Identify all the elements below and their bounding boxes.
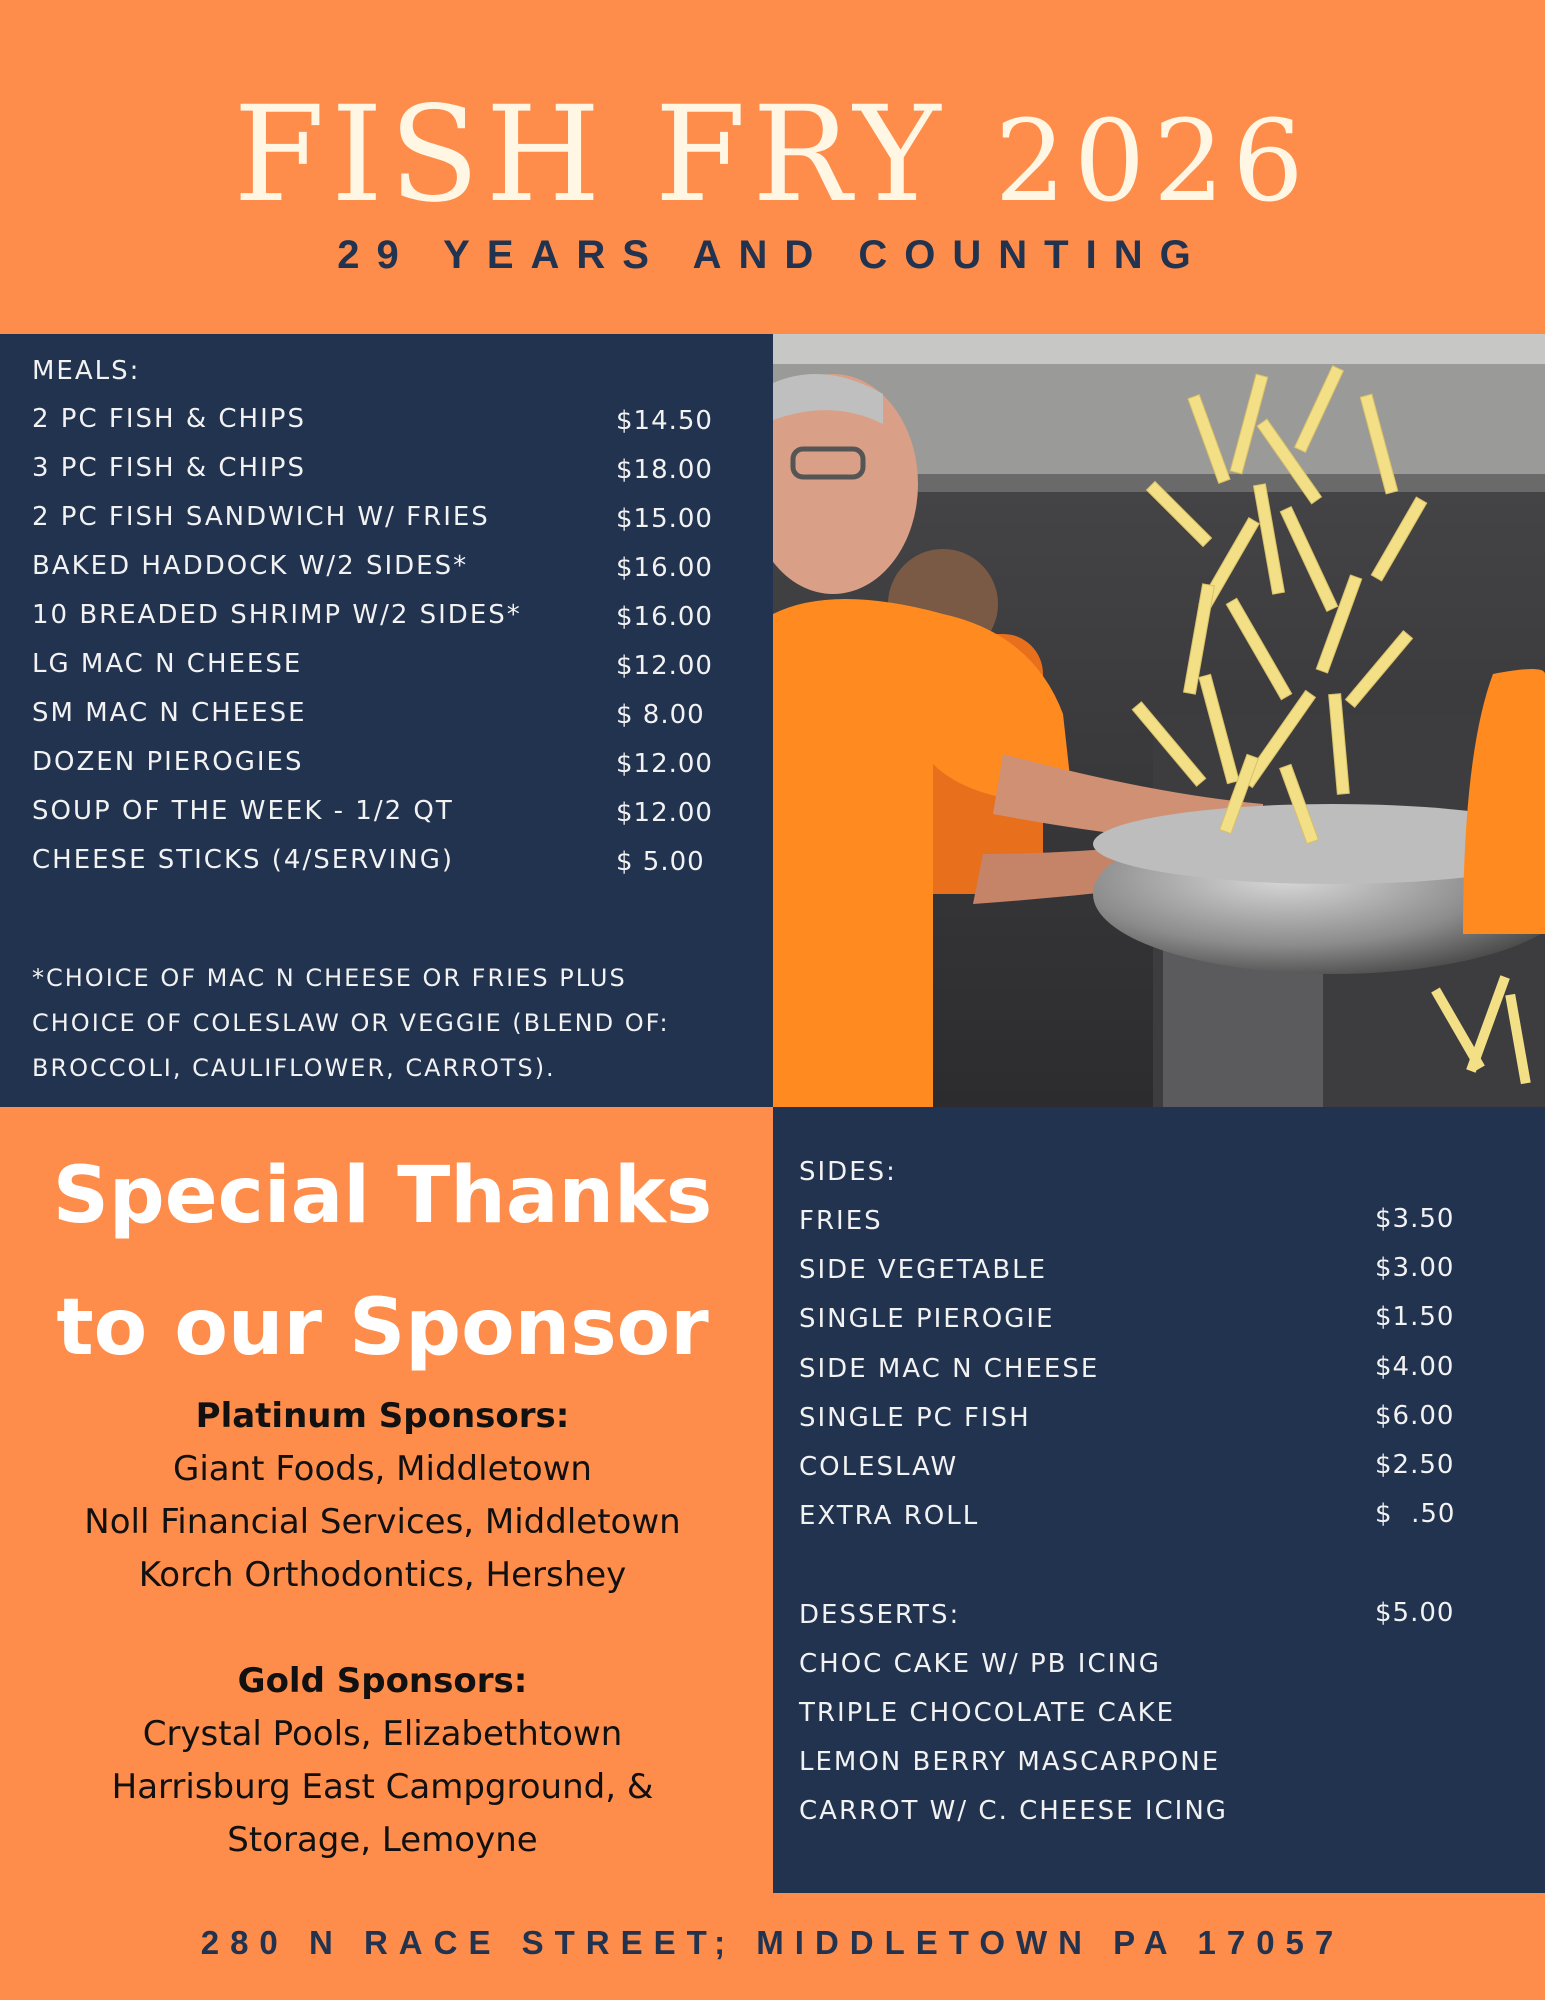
volunteer-fries-photo [773,334,1545,1107]
meal-item-name: LG MAC N CHEESE [32,649,303,679]
page-subtitle: 29 YEARS AND COUNTING [337,233,1208,277]
side-item-price: $6.00 [1375,1401,1455,1431]
dessert-item: LEMON BERRY MASCARPONE [799,1747,1221,1777]
address-footer: 280 N RACE STREET; MIDDLETOWN PA 17057 [200,1924,1345,1961]
meal-item-price: $ 8.00 [616,700,705,730]
gold-sponsors [0,1655,765,1867]
meal-item-name: CHEESE STICKS (4/SERVING) [32,845,454,875]
side-item-price: $ .50 [1375,1499,1456,1529]
dessert-item: TRIPLE CHOCOLATE CAKE [799,1698,1176,1728]
meal-item-price: $12.00 [616,749,713,779]
platinum-heading: Platinum Sponsors: [195,1396,570,1436]
desserts-heading: DESSERTS: [799,1600,961,1630]
meal-item-name: DOZEN PIEROGIES [32,747,304,777]
meal-item-price: $15.00 [616,504,713,534]
side-item-price: $2.50 [1375,1450,1455,1480]
meal-item-name: 2 PC FISH SANDWICH W/ FRIES [32,502,490,532]
meal-item-price: $12.00 [616,651,713,681]
meal-item-name: SOUP OF THE WEEK - 1/2 QT [32,796,454,826]
meal-item-name: SM MAC N CHEESE [32,698,307,728]
meal-item-name: 2 PC FISH & CHIPS [32,404,306,434]
sides-choice-note [32,956,752,1091]
title-year: 2026 [994,97,1312,227]
thanks-line: Special Thanks [52,1151,713,1241]
meal-item-price: $14.50 [616,406,713,436]
meal-item-price: $18.00 [616,455,713,485]
side-item-name: FRIES [799,1206,883,1236]
special-thanks-heading [0,1130,765,1394]
meal-item-name: 3 PC FISH & CHIPS [32,453,306,483]
meal-item-price: $12.00 [616,798,713,828]
meal-item-price: $16.00 [616,602,713,632]
header [0,0,1545,334]
meal-item-price: $ 5.00 [616,847,705,877]
sponsor-name: Harrisburg East Campground, & [111,1767,654,1807]
side-item-name: SIDE VEGETABLE [799,1255,1048,1285]
platinum-sponsors [0,1390,765,1602]
side-item-price: $3.00 [1375,1253,1455,1283]
side-item-name: COLESLAW [799,1452,959,1482]
meal-item-name: BAKED HADDOCK W/2 SIDES* [32,551,469,581]
sponsor-name: Noll Financial Services, Middletown [84,1502,681,1542]
note-line: *CHOICE OF MAC N CHEESE OR FRIES PLUS [32,964,627,992]
side-item-name: SIDE MAC N CHEESE [799,1354,1100,1384]
sponsor-name: Korch Orthodontics, Hershey [138,1555,627,1595]
meals-panel [0,334,773,1107]
side-item-name: SINGLE PIEROGIE [799,1304,1055,1334]
title-text: FISH FRY [233,78,947,232]
side-item-name: EXTRA ROLL [799,1501,980,1531]
meal-item-price: $16.00 [616,553,713,583]
sponsor-name: Crystal Pools, Elizabethtown [142,1714,623,1754]
photo-illustration [773,334,1545,1107]
sponsor-name: Giant Foods, Middletown [173,1449,592,1489]
sides-panel [773,1107,1545,1893]
note-line: BROCCOLI, CAULIFLOWER, CARROTS). [32,1054,556,1082]
thanks-line: to our Sponsor [56,1283,709,1373]
meals-heading: MEALS: [32,356,141,386]
dessert-item: CARROT W/ C. CHEESE ICING [799,1796,1228,1826]
gold-heading: Gold Sponsors: [237,1661,528,1701]
side-item-name: SINGLE PC FISH [799,1403,1031,1433]
meal-item-name: 10 BREADED SHRIMP W/2 SIDES* [32,600,522,630]
sides-heading: SIDES: [799,1157,897,1187]
desserts-price: $5.00 [1375,1598,1455,1628]
side-item-price: $1.50 [1375,1302,1455,1332]
page-title [0,80,1545,237]
side-item-price: $4.00 [1375,1352,1455,1382]
note-line: CHOICE OF COLESLAW OR VEGGIE (BLEND OF: [32,1009,670,1037]
side-item-price: $3.50 [1375,1204,1455,1234]
dessert-item: CHOC CAKE W/ PB ICING [799,1649,1161,1679]
sponsor-name: Storage, Lemoyne [227,1820,538,1860]
